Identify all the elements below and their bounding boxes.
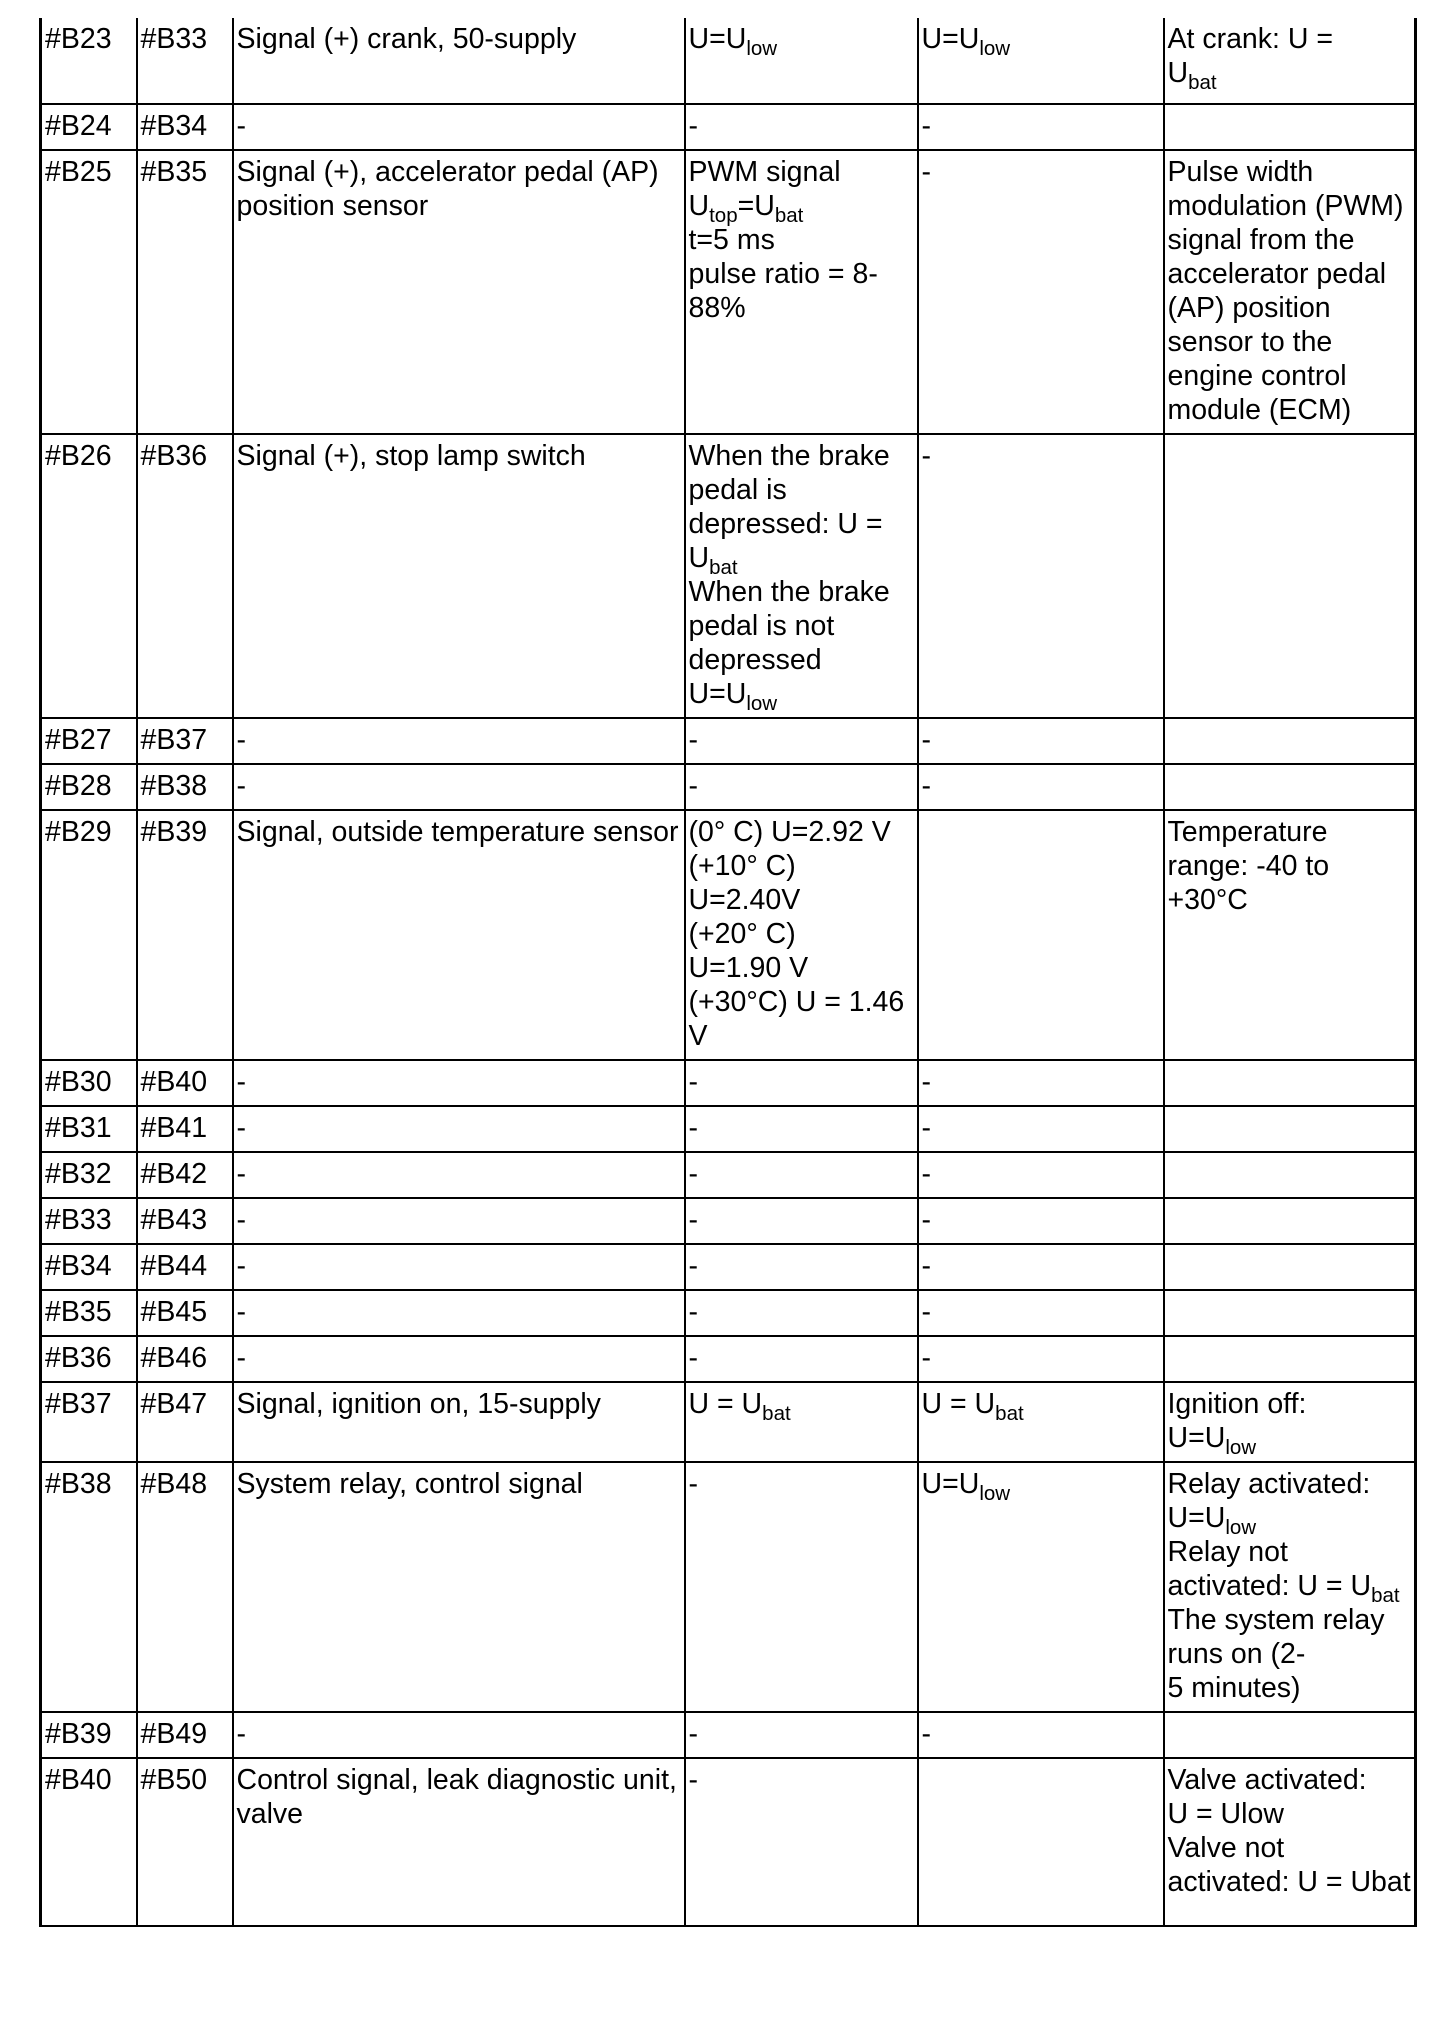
signal-value-cell <box>685 1106 918 1152</box>
cell-text: U=U <box>1167 1502 1226 1534</box>
cell-text: - <box>921 1158 931 1190</box>
cell-text: U=2.40V <box>688 884 801 916</box>
table-row <box>41 1244 1416 1290</box>
cell-line <box>921 22 1161 61</box>
subscript-text: low <box>746 692 778 716</box>
signal-value-cell <box>685 1336 918 1382</box>
cell-text: - <box>688 1296 698 1328</box>
signal-value-cell <box>685 1152 918 1198</box>
cell-line <box>922 155 1161 189</box>
cell-line <box>921 1387 1161 1426</box>
signal-value-cell <box>685 150 918 434</box>
signal-value-cell <box>685 1198 918 1244</box>
cell-line <box>922 769 1161 803</box>
signal-value-cell <box>685 1462 918 1712</box>
table-row <box>41 1336 1416 1382</box>
cell-text: When the brake pedal is depressed: U = U <box>688 440 890 574</box>
cell-line <box>689 951 915 985</box>
cell-line <box>921 1467 1161 1506</box>
reference-value-cell <box>918 764 1164 810</box>
pin-a-cell: #B30 <box>41 1060 137 1106</box>
description-cell: Control signal, leak diagnostic unit, valve <box>233 1758 685 1926</box>
cell-line <box>689 1763 915 1797</box>
reference-value-cell <box>918 1198 1164 1244</box>
signal-value-cell <box>685 18 918 104</box>
cell-text: - <box>921 1250 931 1282</box>
cell-text: U=U <box>688 23 747 55</box>
cell-text: (0° C) U=2.92 V <box>688 816 891 848</box>
connector-pin-table <box>39 18 1417 1927</box>
pin-a-cell: #B28 <box>41 764 137 810</box>
subscript-text: low <box>1225 1516 1257 1540</box>
cell-line <box>1168 1467 1413 1501</box>
description-cell: Signal, outside temperature sensor <box>233 810 685 1060</box>
reference-value-cell <box>918 104 1164 150</box>
remark-cell <box>1164 1198 1416 1244</box>
cell-line <box>689 1203 915 1237</box>
signal-value-cell <box>685 1382 918 1462</box>
cell-text: - <box>921 1112 931 1144</box>
remark-cell <box>1164 810 1416 1060</box>
pin-b-cell: #B47 <box>137 1382 233 1462</box>
cell-text: PWM signal <box>688 156 841 188</box>
subscript-text: bat <box>995 1402 1024 1426</box>
table-row <box>41 1382 1416 1462</box>
table-row <box>41 104 1416 150</box>
pin-b-cell: #B46 <box>137 1336 233 1382</box>
table-body <box>41 18 1416 1926</box>
remark-cell <box>1164 150 1416 434</box>
cell-text: When the brake pedal is not depressed U=U <box>688 576 890 710</box>
reference-value-cell <box>918 1336 1164 1382</box>
pin-b-cell: #B35 <box>137 150 233 434</box>
cell-line <box>922 723 1161 757</box>
cell-text: At crank: U = <box>1167 23 1334 55</box>
cell-line <box>1168 22 1413 56</box>
pin-a-cell: #B40 <box>41 1758 137 1926</box>
cell-line <box>688 575 915 716</box>
cell-text: - <box>688 1204 698 1236</box>
pin-b-cell: #B49 <box>137 1712 233 1758</box>
pin-a-cell: #B29 <box>41 810 137 1060</box>
description-cell: - <box>233 1152 685 1198</box>
cell-line <box>689 1467 915 1501</box>
reference-value-cell <box>918 1244 1164 1290</box>
pin-b-cell: #B44 <box>137 1244 233 1290</box>
remark-cell <box>1164 764 1416 810</box>
cell-line <box>1168 1603 1413 1671</box>
cell-text: U <box>1167 57 1189 89</box>
cell-line <box>922 1065 1161 1099</box>
cell-text: - <box>688 1342 698 1374</box>
pin-b-cell: #B41 <box>137 1106 233 1152</box>
cell-text: - <box>688 1718 698 1750</box>
table-row <box>41 1152 1416 1198</box>
remark-cell <box>1164 1462 1416 1712</box>
signal-value-cell <box>685 1060 918 1106</box>
table-row <box>41 764 1416 810</box>
cell-line <box>1168 155 1413 427</box>
pin-b-cell: #B34 <box>137 104 233 150</box>
signal-value-cell <box>685 434 918 718</box>
reference-value-cell <box>918 718 1164 764</box>
cell-line <box>922 1157 1161 1191</box>
cell-line <box>689 1111 915 1145</box>
pin-a-cell: #B35 <box>41 1290 137 1336</box>
pin-b-cell: #B37 <box>137 718 233 764</box>
description-cell: - <box>233 1712 685 1758</box>
cell-line <box>689 769 915 803</box>
subscript-text: low <box>1225 1436 1257 1460</box>
cell-text: - <box>921 1718 931 1750</box>
cell-text: (+30°C) U = 1.46 V <box>688 986 905 1052</box>
cell-line <box>689 1065 915 1099</box>
cell-line <box>922 439 1161 473</box>
cell-line <box>689 1295 915 1329</box>
cell-text: - <box>688 1112 698 1144</box>
cell-text: Ignition off: <box>1167 1388 1307 1420</box>
cell-line <box>688 189 915 228</box>
cell-line <box>1167 1421 1413 1460</box>
signal-value-cell <box>685 764 918 810</box>
reference-value-cell <box>918 150 1164 434</box>
subscript-text: low <box>979 37 1011 61</box>
pin-a-cell: #B37 <box>41 1382 137 1462</box>
cell-text: - <box>921 1066 931 1098</box>
description-cell: - <box>233 1336 685 1382</box>
table-row <box>41 1462 1416 1712</box>
pin-a-cell: #B31 <box>41 1106 137 1152</box>
description-cell: - <box>233 764 685 810</box>
description-cell: - <box>233 104 685 150</box>
cell-line <box>1168 1763 1413 1797</box>
table-row <box>41 18 1416 104</box>
remark-cell <box>1164 1290 1416 1336</box>
cell-text: - <box>921 110 931 142</box>
pin-b-cell: #B40 <box>137 1060 233 1106</box>
cell-line <box>689 257 915 325</box>
subscript-text: bat <box>709 556 738 580</box>
reference-value-cell <box>918 1152 1164 1198</box>
pin-a-cell: #B26 <box>41 434 137 718</box>
cell-text: Temperature range: -40 to +30°C <box>1167 816 1330 916</box>
cell-text: - <box>921 1342 931 1374</box>
cell-line <box>689 917 915 951</box>
cell-line <box>689 849 915 883</box>
pin-a-cell: #B33 <box>41 1198 137 1244</box>
remark-cell <box>1164 104 1416 150</box>
cell-line <box>922 1203 1161 1237</box>
cell-line <box>689 985 915 1053</box>
subscript-text: top <box>709 204 738 228</box>
cell-line <box>689 109 915 143</box>
cell-text: U=1.90 V <box>688 952 809 984</box>
cell-line <box>1167 1501 1413 1540</box>
pin-a-cell: #B32 <box>41 1152 137 1198</box>
table-row <box>41 434 1416 718</box>
pin-b-cell: #B36 <box>137 434 233 718</box>
cell-text: - <box>688 1158 698 1190</box>
cell-line <box>689 1717 915 1751</box>
pin-b-cell: #B43 <box>137 1198 233 1244</box>
reference-value-cell <box>918 18 1164 104</box>
cell-line <box>922 1249 1161 1283</box>
cell-text: - <box>688 1764 698 1796</box>
cell-text: t=5 ms <box>688 224 775 256</box>
cell-text: U <box>688 190 710 222</box>
description-cell: - <box>233 718 685 764</box>
cell-text: - <box>688 1250 698 1282</box>
cell-line <box>1168 1387 1413 1421</box>
cell-line <box>688 1387 915 1426</box>
pin-b-cell: #B45 <box>137 1290 233 1336</box>
cell-text: pulse ratio = 8-88% <box>688 258 878 324</box>
cell-line <box>1168 815 1413 917</box>
cell-text: Pulse width modulation (PWM) signal from the accelerator pedal (AP) position sensor to the engine control module (ECM) <box>1167 156 1404 426</box>
cell-line <box>1167 56 1413 95</box>
signal-value-cell <box>685 104 918 150</box>
pin-a-cell: #B34 <box>41 1244 137 1290</box>
description-cell: Signal (+), stop lamp switch <box>233 434 685 718</box>
cell-text: - <box>688 110 698 142</box>
cell-text: U = U <box>688 1388 763 1420</box>
reference-value-cell <box>918 1106 1164 1152</box>
reference-value-cell <box>918 810 1164 1060</box>
cell-text: =U <box>737 190 775 222</box>
subscript-text: low <box>746 37 778 61</box>
cell-line <box>689 723 915 757</box>
cell-line <box>689 1249 915 1283</box>
reference-value-cell <box>918 434 1164 718</box>
table-row <box>41 718 1416 764</box>
cell-text: Relay activated: <box>1167 1468 1371 1500</box>
reference-value-cell <box>918 1060 1164 1106</box>
pin-a-cell: #B36 <box>41 1336 137 1382</box>
cell-line <box>688 439 915 580</box>
cell-line <box>922 109 1161 143</box>
reference-value-cell <box>918 1290 1164 1336</box>
cell-text: - <box>921 1296 931 1328</box>
description-cell: Signal, ignition on, 15-supply <box>233 1382 685 1462</box>
cell-line <box>922 1111 1161 1145</box>
description-cell: - <box>233 1290 685 1336</box>
description-cell: Signal (+) crank, 50-supply <box>233 18 685 104</box>
remark-cell <box>1164 1712 1416 1758</box>
cell-line <box>922 1341 1161 1375</box>
cell-line <box>1168 1797 1413 1831</box>
cell-text: - <box>688 1468 698 1500</box>
reference-value-cell <box>918 1382 1164 1462</box>
table-row <box>41 1712 1416 1758</box>
table-row <box>41 1060 1416 1106</box>
pin-b-cell: #B33 <box>137 18 233 104</box>
cell-text: - <box>921 1204 931 1236</box>
signal-value-cell <box>685 1244 918 1290</box>
cell-text: U = U <box>921 1388 996 1420</box>
pin-b-cell: #B48 <box>137 1462 233 1712</box>
signal-value-cell <box>685 810 918 1060</box>
pin-a-cell: #B24 <box>41 104 137 150</box>
subscript-text: bat <box>774 204 804 228</box>
cell-line <box>1167 1535 1413 1608</box>
cell-text: - <box>921 156 931 188</box>
remark-cell <box>1164 1758 1416 1926</box>
cell-text: (+20° C) <box>688 918 796 950</box>
cell-line <box>689 155 915 189</box>
cell-line <box>688 22 915 61</box>
pin-b-cell: #B42 <box>137 1152 233 1198</box>
description-cell: - <box>233 1244 685 1290</box>
cell-text: U=U <box>921 1468 980 1500</box>
table-row <box>41 150 1416 434</box>
cell-text: - <box>688 1066 698 1098</box>
signal-value-cell <box>685 1712 918 1758</box>
remark-cell <box>1164 1152 1416 1198</box>
reference-value-cell <box>918 1758 1164 1926</box>
table-row <box>41 1198 1416 1244</box>
pin-a-cell: #B38 <box>41 1462 137 1712</box>
cell-text: Relay not activated: U = U <box>1167 1536 1372 1602</box>
remark-cell <box>1164 18 1416 104</box>
pin-b-cell: #B38 <box>137 764 233 810</box>
cell-line <box>1168 1671 1413 1705</box>
cell-line <box>689 1341 915 1375</box>
cell-text: U=U <box>1167 1422 1226 1454</box>
remark-cell <box>1164 1106 1416 1152</box>
subscript-text: bat <box>762 1402 791 1426</box>
cell-text: U = Ulow <box>1167 1798 1284 1830</box>
cell-line <box>922 1717 1161 1751</box>
cell-text: Valve activated: <box>1167 1764 1367 1796</box>
reference-value-cell <box>918 1712 1164 1758</box>
description-cell: - <box>233 1106 685 1152</box>
pin-b-cell: #B39 <box>137 810 233 1060</box>
cell-text: - <box>688 770 698 802</box>
cell-line <box>689 223 915 257</box>
cell-text: The system relay runs on (2- <box>1167 1604 1385 1670</box>
cell-line <box>689 1157 915 1191</box>
pin-a-cell: #B23 <box>41 18 137 104</box>
remark-cell <box>1164 434 1416 718</box>
table-row <box>41 1290 1416 1336</box>
cell-text: - <box>688 724 698 756</box>
subscript-text: bat <box>1371 1584 1400 1608</box>
pin-a-cell: #B27 <box>41 718 137 764</box>
cell-line <box>1168 1831 1413 1899</box>
pin-b-cell: #B50 <box>137 1758 233 1926</box>
cell-text: U=U <box>921 23 980 55</box>
table-row <box>41 810 1416 1060</box>
cell-text: - <box>921 770 931 802</box>
table-row <box>41 1106 1416 1152</box>
cell-text: Valve not activated: U = Ubat <box>1167 1832 1411 1898</box>
pin-a-cell: #B39 <box>41 1712 137 1758</box>
cell-line <box>689 883 915 917</box>
signal-value-cell <box>685 1290 918 1336</box>
description-cell: - <box>233 1198 685 1244</box>
cell-text: - <box>921 440 931 472</box>
subscript-text: bat <box>1188 71 1217 95</box>
pin-a-cell: #B25 <box>41 150 137 434</box>
table-row <box>41 1758 1416 1926</box>
cell-line <box>689 815 915 849</box>
cell-text: (+10° C) <box>688 850 796 882</box>
description-cell: - <box>233 1060 685 1106</box>
remark-cell <box>1164 1382 1416 1462</box>
remark-cell <box>1164 718 1416 764</box>
cell-line <box>922 1295 1161 1329</box>
cell-text: 5 minutes) <box>1167 1672 1301 1704</box>
subscript-text: low <box>979 1482 1011 1506</box>
signal-value-cell <box>685 1758 918 1926</box>
remark-cell <box>1164 1244 1416 1290</box>
description-cell: System relay, control signal <box>233 1462 685 1712</box>
remark-cell <box>1164 1060 1416 1106</box>
reference-value-cell <box>918 1462 1164 1712</box>
cell-text: - <box>921 724 931 756</box>
signal-value-cell <box>685 718 918 764</box>
remark-cell <box>1164 1336 1416 1382</box>
description-cell: Signal (+), accelerator pedal (AP) position sensor <box>233 150 685 434</box>
